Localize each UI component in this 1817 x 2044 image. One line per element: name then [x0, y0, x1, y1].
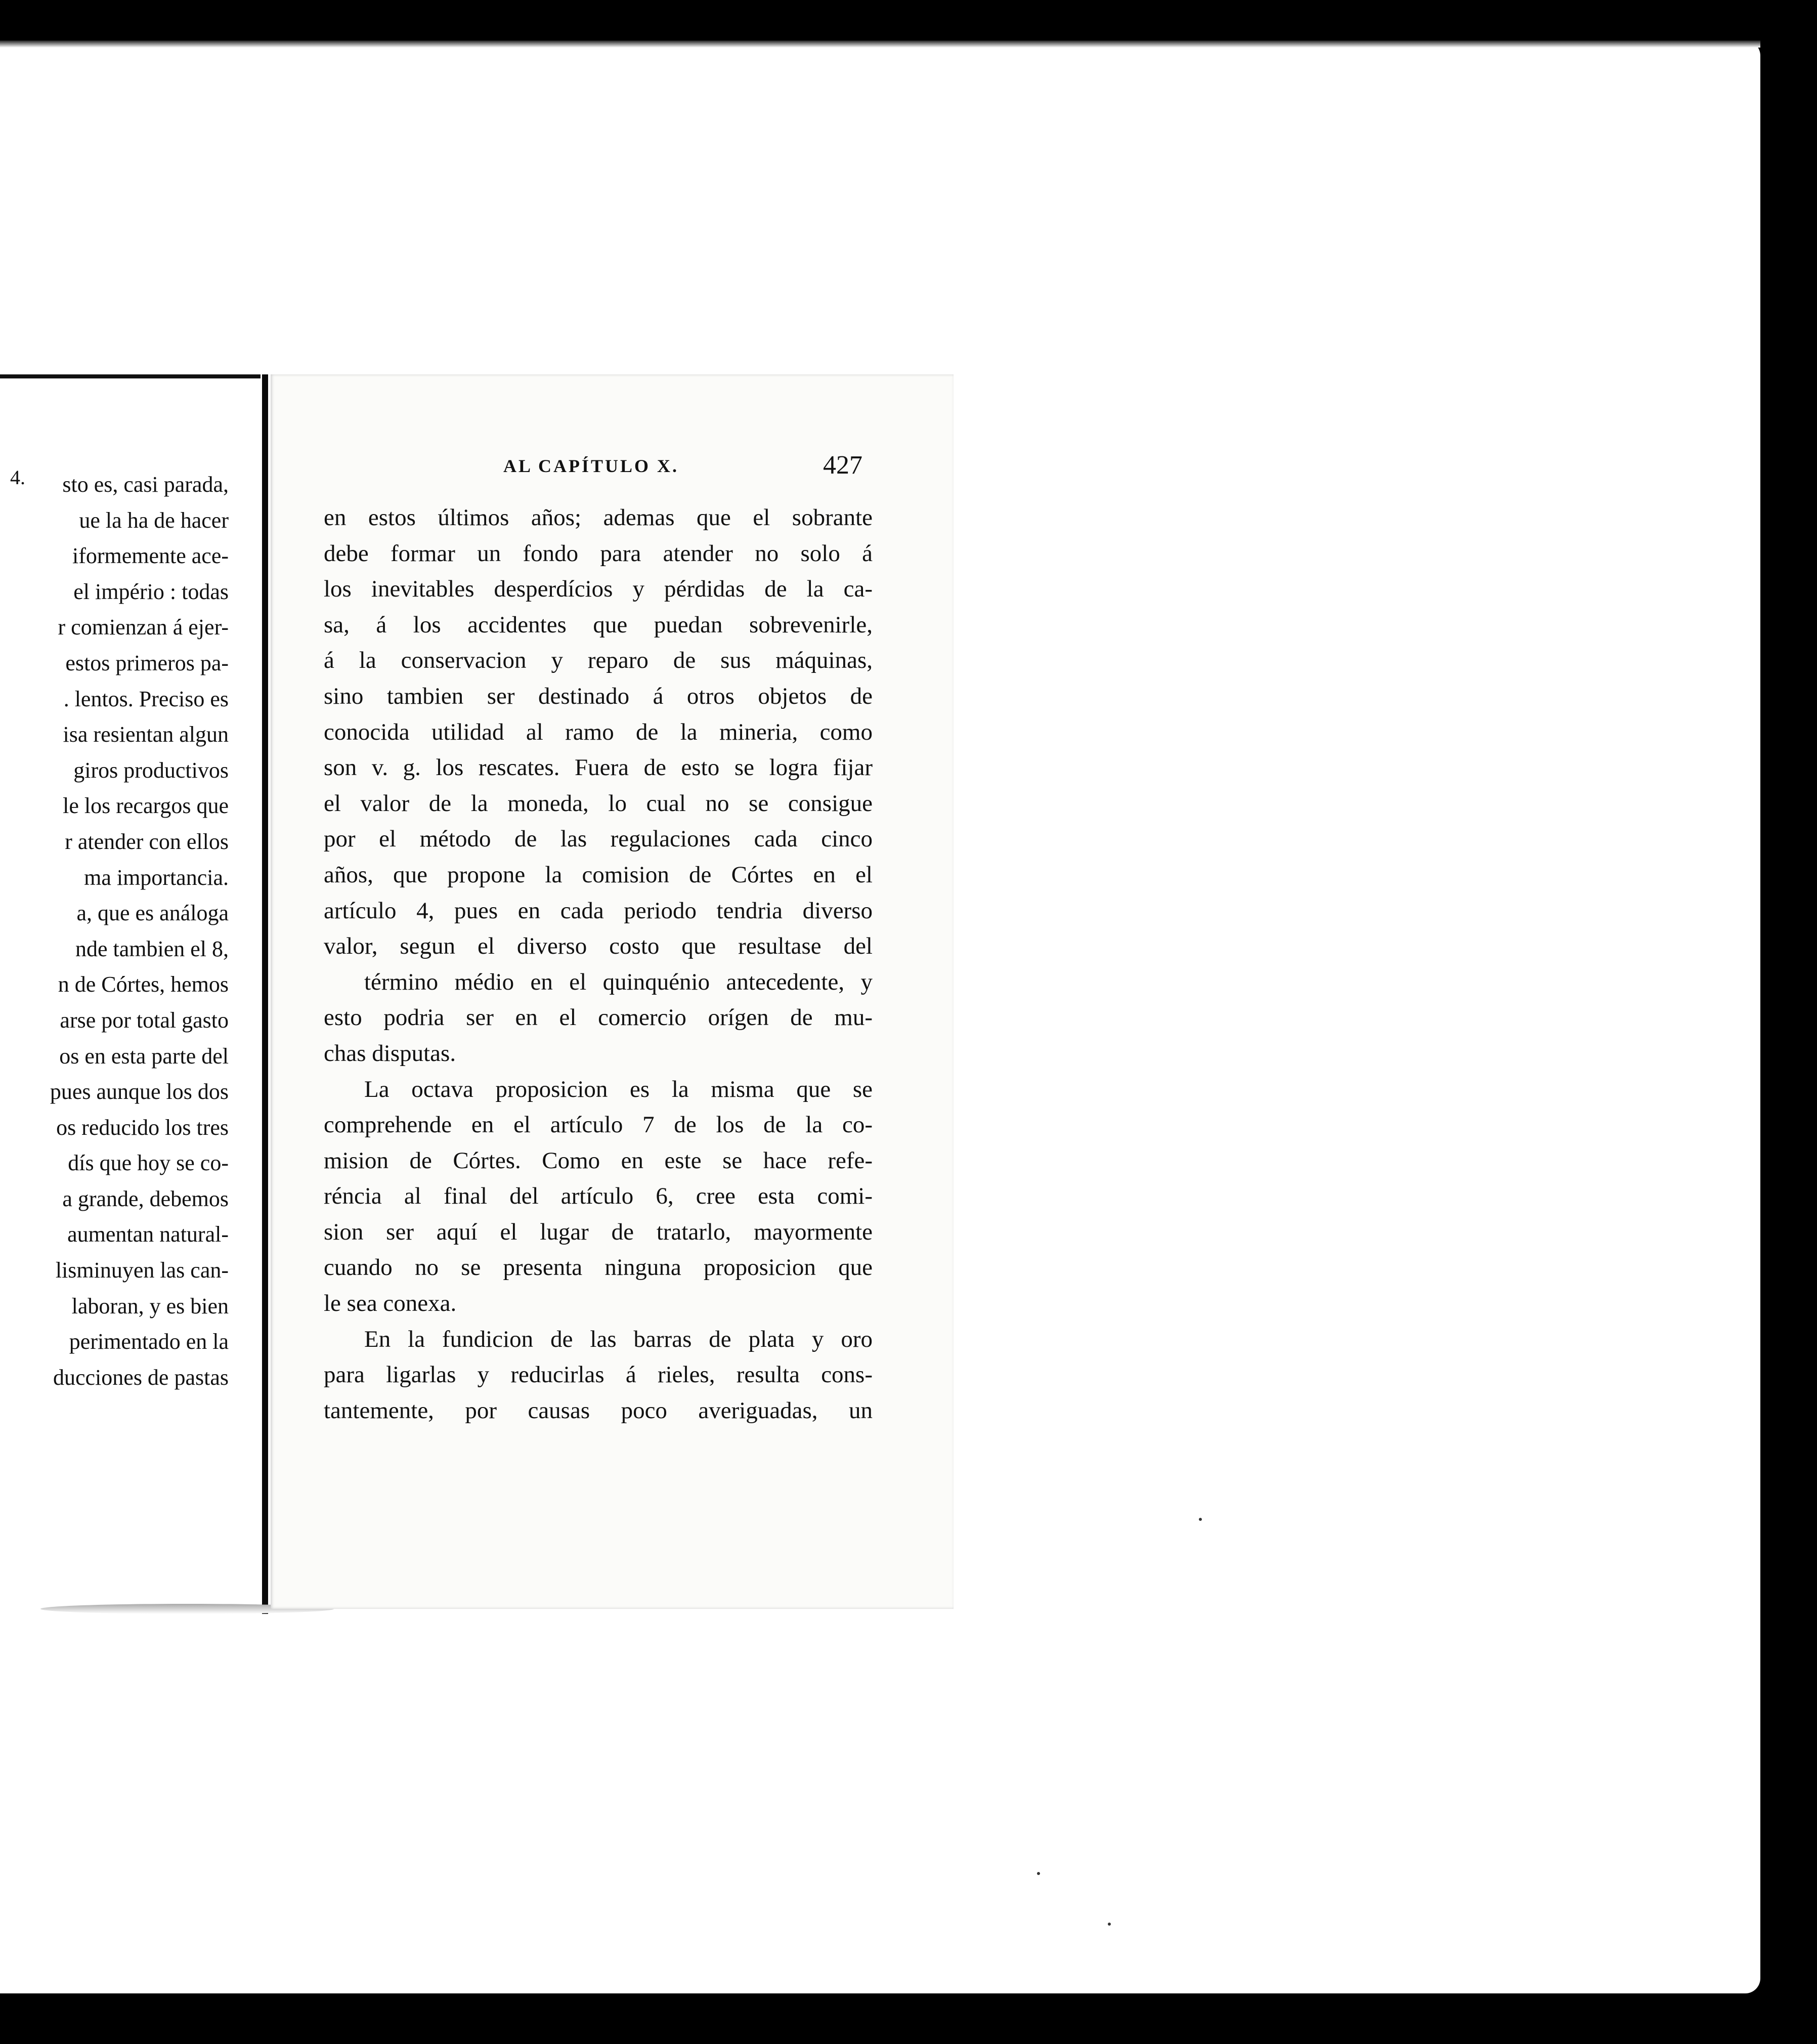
left-text-line: dís que hoy se co-	[68, 1151, 229, 1176]
text-line: chas disputas.	[324, 1040, 456, 1067]
left-text-line: giros productivos	[73, 757, 229, 783]
text-line: en estos últimos años; ademas que el sobrante	[324, 504, 873, 531]
text-line: sa, á los accidentes que puedan sobrevenirle,	[324, 611, 873, 638]
bed-top-shadow	[0, 40, 1760, 48]
left-text-line: arse por total gasto	[60, 1007, 229, 1033]
text-line: La octava proposicion es la misma que se	[364, 1076, 873, 1102]
text-line: comprehende en el artículo 7 de los de la co-	[324, 1112, 873, 1138]
text-line: años, que propone la comision de Córtes en el	[324, 861, 873, 888]
text-line: término médio en el quinquénio antecedente, y	[364, 968, 873, 995]
text-line: el valor de la moneda, lo cual no se consigue	[324, 790, 873, 817]
text-line: le sea conexa.	[324, 1290, 457, 1317]
running-head	[503, 450, 908, 481]
text-line: réncia al final del artículo 6, cree esta comi-	[324, 1183, 873, 1210]
dust-speck	[1199, 1518, 1202, 1521]
left-text-line: r comienzan á ejer-	[58, 615, 229, 640]
left-text-line: laboran, y es bien	[71, 1293, 229, 1318]
left-text-line: lisminuyen las can-	[55, 1258, 229, 1283]
page-number: 427	[823, 451, 862, 480]
text-line: esto podria ser en el comercio orígen de mu-	[324, 1004, 873, 1031]
left-text-line: aumentan natural-	[67, 1222, 229, 1247]
dust-speck	[1037, 1872, 1040, 1875]
left-text-line: os en esta parte del	[59, 1043, 229, 1069]
text-line: para ligarlas y reducirlas á rieles, resulta cons-	[324, 1361, 873, 1388]
left-text-line: el império : todas	[73, 579, 229, 604]
left-page-text	[0, 467, 229, 1395]
text-line: sino tambien ser destinado á otros objetos de	[324, 683, 873, 709]
dust-speck	[1108, 1923, 1111, 1926]
text-line: mision de Córtes. Como en este se hace refe-	[324, 1147, 873, 1174]
text-line: conocida utilidad al ramo de la mineria, como	[324, 718, 873, 745]
text-line: tantemente, por causas poco averiguadas, un	[324, 1397, 873, 1424]
text-line: los inevitables desperdícios y pérdidas de la ca-	[324, 576, 873, 603]
text-line: por el método de las regulaciones cada cinco	[324, 826, 873, 853]
left-text-line: ue la ha de hacer	[79, 507, 229, 533]
left-text-line: . lentos. Preciso es	[63, 686, 229, 711]
left-page-fragment	[0, 374, 261, 1618]
left-text-line: a, que es análoga	[76, 901, 229, 926]
text-line: valor, segun el diverso costo que resultase del	[324, 933, 873, 960]
left-text-line: le los recargos que	[63, 793, 229, 819]
text-line: sion ser aquí el lugar de tratarlo, mayormente	[324, 1218, 873, 1245]
left-text-line: os reducido los tres	[56, 1115, 229, 1140]
text-line: son v. g. los rescates. Fuera de esto se logra fijar	[324, 754, 873, 781]
text-line: artículo 4, pues en cada periodo tendria diverso	[324, 897, 873, 924]
left-page-header-fragment: 4.	[10, 466, 25, 489]
left-text-line: sto es, casi parada,	[62, 472, 229, 497]
left-text-line: a grande, debemos	[62, 1186, 229, 1211]
left-text-line: estos primeros pa-	[65, 650, 229, 675]
right-page	[271, 374, 954, 1609]
text-line: debe formar un fondo para atender no solo á	[324, 540, 873, 567]
left-text-line: iformemente ace-	[72, 543, 229, 569]
left-text-line: r atender con ellos	[65, 829, 229, 854]
text-line: En la fundicion de las barras de plata y oro	[364, 1326, 873, 1352]
text-line: á la conservacion y reparo de sus máquinas,	[324, 647, 873, 674]
left-text-line: perimentado en la	[69, 1329, 229, 1354]
left-text-line: ducciones de pastas	[53, 1365, 229, 1390]
left-text-line: isa resientan algun	[63, 722, 229, 747]
left-text-line: pues aunque los dos	[50, 1079, 229, 1104]
left-text-line: n de Córtes, hemos	[58, 972, 229, 997]
book-gutter	[262, 374, 268, 1614]
left-text-line: nde tambien el 8,	[75, 936, 229, 961]
right-page-text	[324, 500, 873, 1428]
text-line: cuando no se presenta ninguna proposicion que	[324, 1254, 873, 1281]
running-title: AL CAPÍTULO X.	[503, 456, 679, 476]
left-text-line: ma importancia.	[84, 865, 229, 890]
